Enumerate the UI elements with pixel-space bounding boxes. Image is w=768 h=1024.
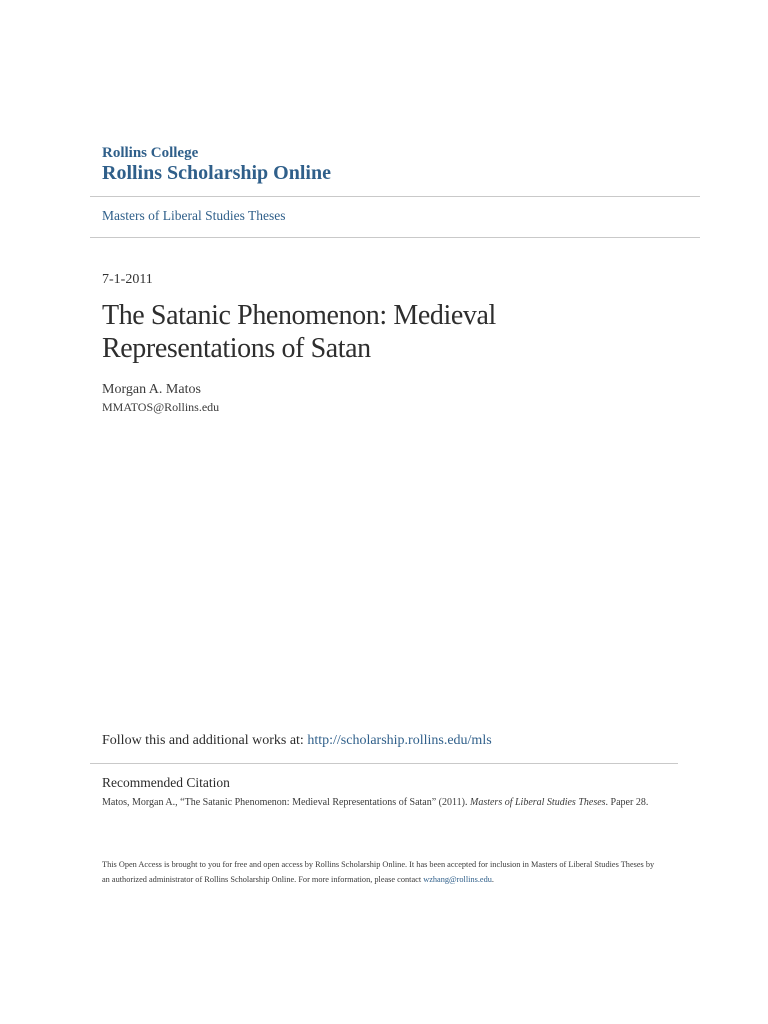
author-name: Morgan A. Matos	[102, 382, 201, 397]
document-title: The Satanic Phenomenon: Medieval Representations of Satan	[102, 300, 496, 364]
citation-main: Matos, Morgan A., “The Satanic Phenomenon: Medieval Representations of Satan” (2011).	[102, 797, 468, 808]
series-link[interactable]: Masters of Liberal Studies Theses	[102, 208, 286, 223]
follow-url-link[interactable]: http://scholarship.rollins.edu/mls	[307, 733, 492, 748]
institution-name[interactable]: Rollins College	[102, 145, 199, 161]
repository-name[interactable]: Rollins Scholarship Online	[102, 162, 331, 184]
divider-top	[90, 196, 700, 197]
author-email: MMATOS@Rollins.edu	[102, 400, 220, 414]
citation-journal: Masters of Liberal Studies Theses	[469, 797, 606, 808]
notice-text: This Open Access is brought to you for free and open access by Rollins Scholarship Online. It has been accepted for inclusion in Masters of Liberal Studies Theses by an authorized administrator of Rollins Scholarship Online. For more information, please contact	[102, 860, 655, 884]
notice-end: .	[491, 875, 494, 884]
follow-line	[102, 732, 492, 749]
follow-label: Follow this and additional works at:	[102, 733, 304, 748]
recommended-citation-heading: Recommended Citation	[102, 775, 230, 790]
citation-text	[102, 796, 648, 809]
divider-citation	[90, 763, 678, 764]
publication-date: 7-1-2011	[102, 272, 153, 287]
divider-series	[90, 237, 700, 238]
open-access-notice	[102, 857, 662, 887]
contact-email-link[interactable]: wzhang@rollins.edu	[423, 875, 492, 884]
citation-paper: . Paper 28.	[605, 797, 649, 808]
